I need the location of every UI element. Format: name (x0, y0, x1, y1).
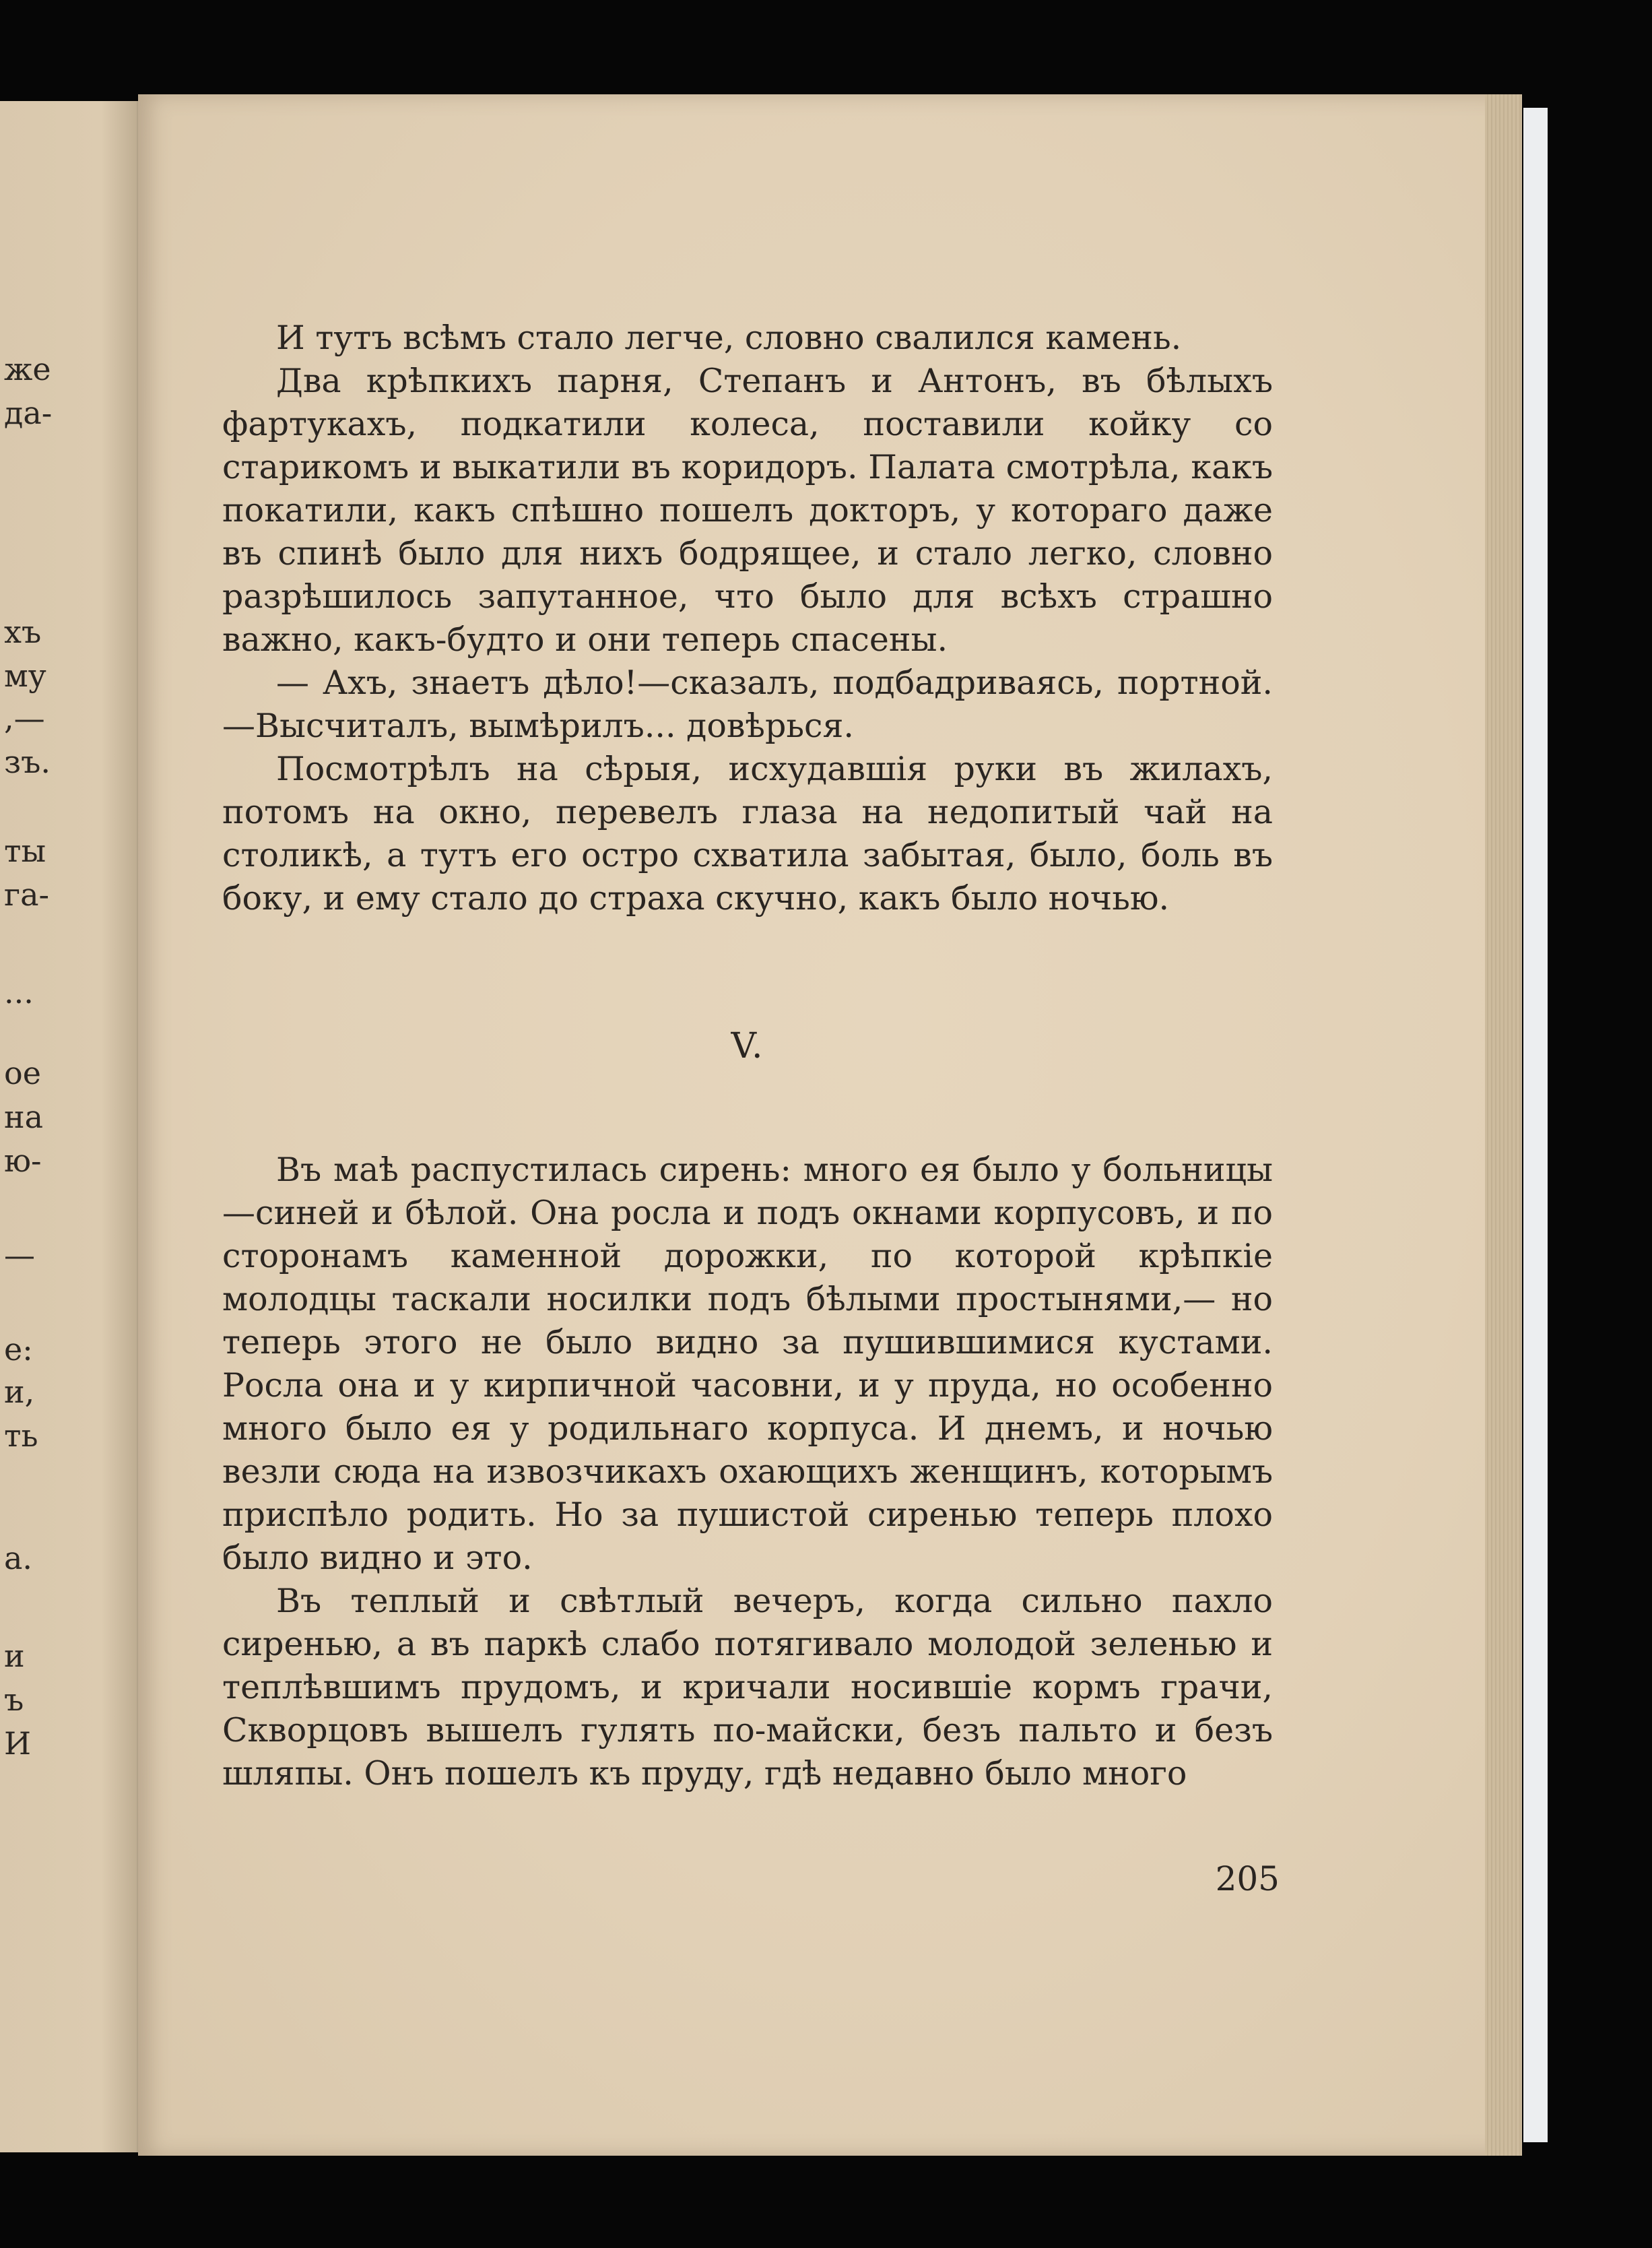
line-fragment: да- (4, 395, 53, 431)
paragraph: Въ теплый и свѣтлый вечеръ, когда сильно пахло сиренью, а въ паркѣ слабо потягивало молодой зеленью и теплѣвшимъ прудомъ, и кричали носившіе кормъ грачи, Скворцовъ вышелъ гулять по-майски, безъ пальто и безъ шляпы. Онъ пошелъ къ пруду, гдѣ недавно было много (222, 1582, 1273, 1793)
paragraph: И тутъ всѣмъ стало легче, словно свалился камень. (276, 319, 1182, 357)
background-strip (1523, 108, 1548, 2142)
paragraph: Въ маѣ распустилась сирень: много ея было у больницы—синей и бѣлой. Она росла и подъ окнами корпусовъ, и по сторонамъ каменной дорожки, по которой крѣпкіе молодцы таскали носилки подъ бѣлыми простынями,— но теперь этого не было видно за пушившимися кустами. Росла она и у кирпичной часовни, и у пруда, но особенно много было ея у родильнаго корпуса. И днемъ, и ночью везли сюда на извозчикахъ охающихъ женщинъ, которымъ приспѣло родить. Но за пушистой сиренью теперь плохо было видно и это. (222, 1151, 1273, 1577)
line-fragment: и, (4, 1374, 35, 1410)
line-fragment: га- (4, 876, 50, 913)
previous-page-text-fragments (0, 101, 145, 2152)
line-fragment: на (4, 1099, 44, 1135)
line-fragment: И (4, 1725, 32, 1762)
line-fragment: ю- (4, 1143, 42, 1179)
chapter-heading: V. (731, 1026, 764, 1066)
paragraph: Два крѣпкихъ парня, Степанъ и Антонъ, въ бѣлыхъ фартукахъ, подкатили колеса, поставили койку со старикомъ и выкатили въ коридоръ. Палата смотрѣла, какъ покатили, какъ спѣшно пошелъ докторъ, у котораго даже въ спинѣ было для нихъ бодрящее, и стало легко, словно разрѣшилось запутанное, что было для всѣхъ страшно важно, какъ-будто и они теперь спасены. (222, 362, 1273, 659)
line-fragment: хъ (4, 614, 42, 650)
line-fragment: ть (4, 1417, 38, 1454)
page-number: 205 (1215, 1859, 1280, 1898)
line-fragment: и (4, 1638, 25, 1674)
line-fragment: а. (4, 1540, 33, 1576)
line-fragment: му (4, 657, 46, 694)
paragraph: Посмотрѣлъ на сѣрыя, исхудавшія руки въ жилахъ, потомъ на окно, перевелъ глаза на недопитый чай на столикѣ, а тутъ его остро схватила забытая, было, боль въ боку, и ему стало до страха скучно, какъ было ночью. (222, 750, 1273, 918)
line-fragment: ъ (4, 1681, 24, 1718)
line-fragment: — (4, 1237, 35, 1273)
line-fragment: зъ. (4, 744, 51, 780)
line-fragment: же (4, 351, 51, 387)
page-stack-edges (1485, 94, 1522, 2156)
line-fragment: е: (4, 1331, 33, 1368)
line-fragment: ое (4, 1055, 41, 1091)
previous-page-edge (0, 101, 145, 2152)
line-fragment: ... (4, 974, 34, 1010)
line-fragment: ,— (4, 700, 45, 736)
paragraph: — Ахъ, знаетъ дѣло!—сказалъ, подбадриваясь, портной.—Высчиталъ, вымѣрилъ... довѣрься. (222, 664, 1273, 745)
line-fragment: ты (4, 833, 46, 869)
page-body (222, 317, 1273, 1795)
